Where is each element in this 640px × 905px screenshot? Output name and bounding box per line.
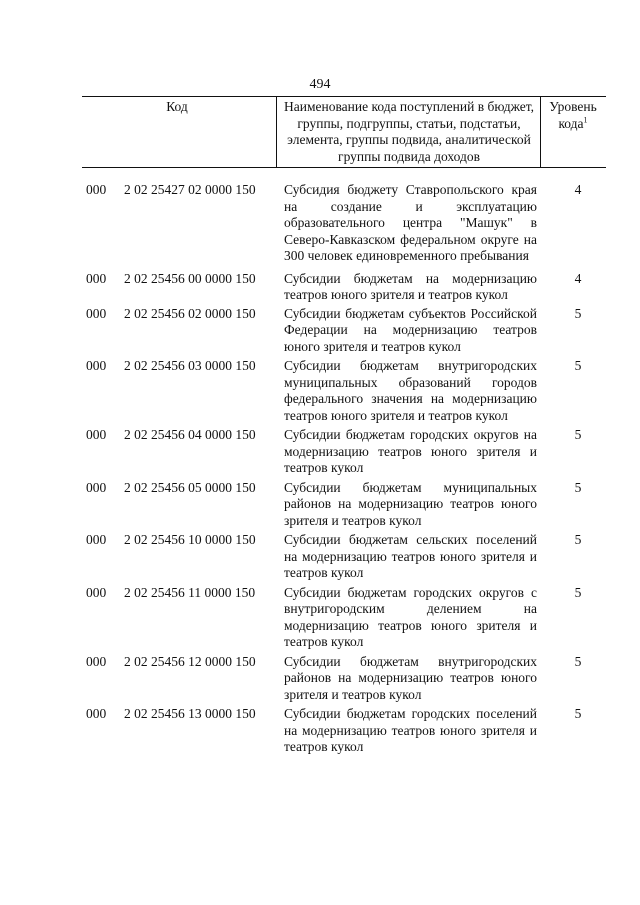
admin-code: 000	[86, 584, 107, 600]
header-level-text: Уровень код	[549, 99, 597, 131]
table-row	[0, 306, 640, 356]
admin-code: 000	[86, 305, 107, 321]
income-name: Субсидия бюджету Ставропольского края на создание и эксплуатацию образовательного центра "Машук" в Северо-Кавказском федеральном округе на 300 человек единовременного пребывания	[284, 182, 537, 263]
admin-code: 000	[86, 427, 107, 442]
income-code: 2 02 25456 02 0000 150	[124, 305, 256, 321]
income-code: 2 02 25456 00 0000 150	[124, 270, 256, 286]
code-level: 5	[574, 305, 582, 321]
admin-code: 000	[86, 653, 107, 669]
code-level: 5	[574, 706, 582, 721]
admin-code: 000	[86, 270, 107, 286]
header-code: Код	[166, 99, 188, 114]
income-code: 2 02 25456 13 0000 150	[124, 706, 256, 721]
table-row	[0, 271, 640, 304]
table-row	[0, 182, 640, 265]
income-name: Субсидии бюджетам внутригородских районов на модернизацию театров юного зрителя и театров кукол	[284, 653, 537, 702]
header-level	[542, 99, 604, 132]
income-name: Субсидии бюджетам городских поселений на модернизацию театров юного зрителя и театров кукол	[284, 706, 537, 754]
income-name: Субсидии бюджетам городских округов с внутригородским делением на модернизацию театров юного зрителя и театров кукол	[284, 584, 537, 649]
table-row	[0, 480, 640, 530]
table-row	[0, 706, 640, 756]
income-code: 2 02 25456 11 0000 150	[124, 584, 256, 600]
income-name: Субсидии бюджетам на модернизацию театров юного зрителя и театров кукол	[284, 270, 537, 302]
income-code: 2 02 25456 05 0000 150	[124, 479, 256, 495]
footnote-mark: 1	[583, 115, 588, 124]
income-name: Субсидии бюджетам внутригородских муниципальных образований городов федерального значения на модернизацию театров юного зрителя и театров кукол	[284, 358, 537, 423]
table-row	[0, 654, 640, 704]
page-number: 494	[309, 77, 331, 92]
income-name: Субсидии бюджетам муниципальных районов на модернизацию театров юного зрителя и театров кукол	[284, 479, 537, 528]
income-code: 2 02 25427 02 0000 150	[124, 182, 256, 197]
code-level: 5	[574, 479, 582, 495]
table-row	[0, 532, 640, 582]
income-name: Субсидии бюджетам сельских поселений на модернизацию театров юного зрителя и театров кукол	[284, 532, 537, 580]
income-code: 2 02 25456 04 0000 150	[124, 427, 256, 442]
admin-code: 000	[86, 479, 107, 495]
code-level: 5	[574, 427, 582, 442]
admin-code: 000	[86, 532, 107, 547]
header-level-tail: а	[577, 115, 584, 131]
header-divider	[540, 97, 541, 167]
income-name: Субсидии бюджетам городских округов на модернизацию театров юного зрителя и театров кукол	[284, 427, 537, 475]
income-codes-table	[0, 182, 640, 756]
header-divider	[276, 97, 277, 167]
code-level: 5	[574, 358, 582, 373]
code-level: 5	[574, 653, 582, 669]
admin-code: 000	[86, 182, 107, 197]
table-row	[0, 427, 640, 477]
income-code: 2 02 25456 03 0000 150	[124, 358, 256, 373]
income-code: 2 02 25456 10 0000 150	[124, 532, 256, 547]
admin-code: 000	[86, 358, 107, 373]
table-header	[82, 96, 606, 168]
table-row	[0, 585, 640, 651]
header-name: Наименование кода поступлений в бюджет, группы, подгруппы, статьи, подстатьи, элемента, группы подвида, аналитической группы подвида доходов	[283, 99, 534, 164]
code-level: 4	[574, 182, 582, 197]
code-level: 5	[574, 532, 582, 547]
income-name: Субсидии бюджетам субъектов Российской Федерации на модернизацию театров юного зрителя и театров кукол	[284, 305, 537, 354]
code-level: 4	[574, 270, 582, 286]
admin-code: 000	[86, 706, 107, 721]
code-level: 5	[574, 584, 582, 600]
income-code: 2 02 25456 12 0000 150	[124, 653, 256, 669]
table-row	[0, 358, 640, 424]
